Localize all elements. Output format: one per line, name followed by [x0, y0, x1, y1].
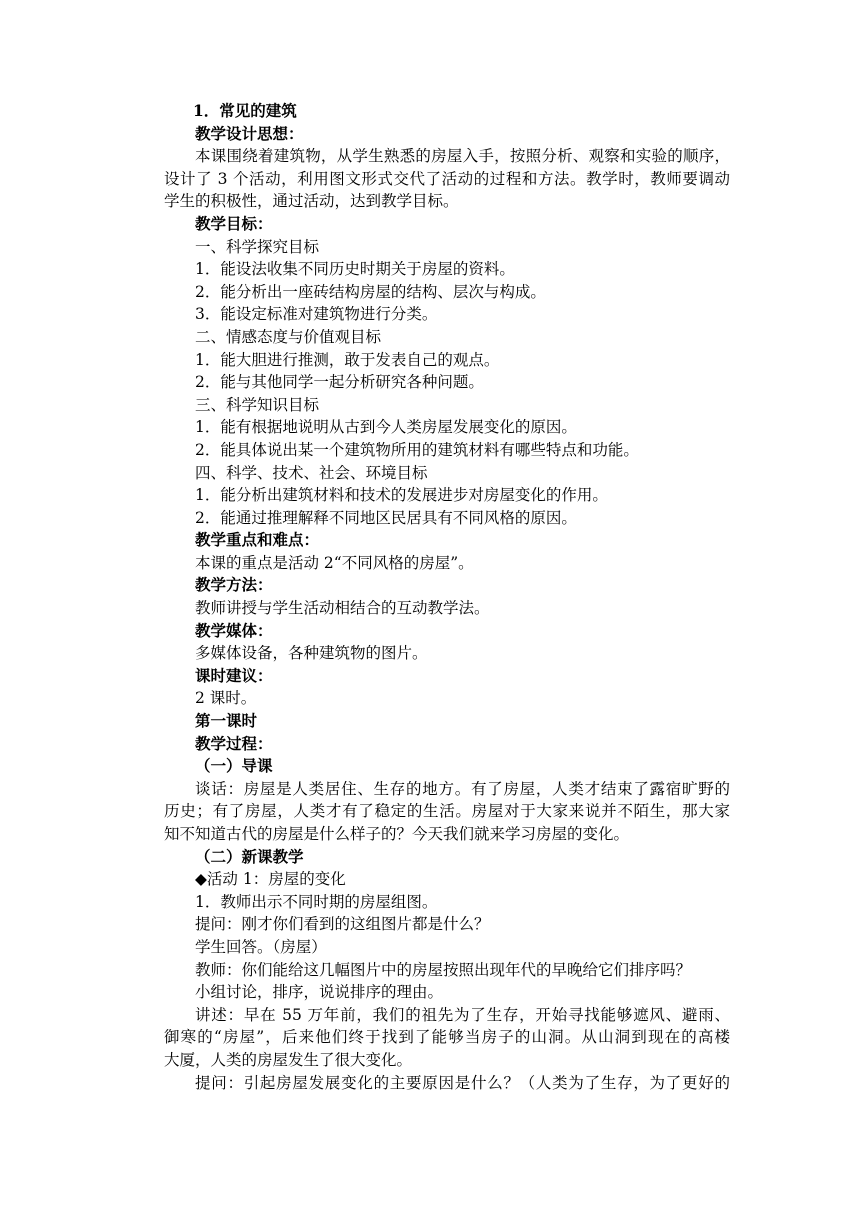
- heading-line: 教学媒体：: [195, 620, 273, 640]
- text-line: 设计了 3 个活动，利用图文形式交代了活动的过程和方法。教学时，教师要调动: [164, 169, 730, 188]
- text-line: 2．能通过推理解释不同地区民居具有不同风格的原因。: [195, 508, 577, 527]
- text-line: 知不知道古代的房屋是什么样子的？今天我们就来学习房屋的变化。: [164, 825, 630, 843]
- text-line: 1．能有根据地说明从古到今人类房屋发展变化的原因。: [195, 418, 577, 437]
- heading-line: 课时建议：: [195, 665, 273, 685]
- text-line: 1．教师出示不同时期的房屋组图。: [195, 892, 438, 911]
- text-line: 本课围绕着建筑物，从学生熟悉的房屋入手，按照分析、观察和实验的顺序，: [195, 147, 730, 166]
- heading-line: 教学过程：: [195, 733, 273, 753]
- text-line: 教师讲授与学生活动相结合的互动教学法。: [195, 599, 490, 618]
- text-line: 1．能设法收集不同历史时期关于房屋的资料。: [195, 260, 515, 279]
- text-line: 小组讨论，排序，说说排序的理由。: [195, 983, 444, 1002]
- text-line: 本课的重点是活动 2“不同风格的房屋”。: [195, 553, 474, 572]
- heading-line: （二）新课教学: [195, 846, 304, 866]
- heading-line: 第一课时: [195, 711, 258, 731]
- text-line: 教师：你们能给这几幅图片中的房屋按照出现年代的早晚给它们排序吗？: [195, 960, 692, 979]
- text-line: 学生的积极性，通过活动，达到教学目标。: [164, 192, 459, 211]
- text-line: 三、科学知识目标: [195, 395, 320, 414]
- heading-line: （一）导课: [195, 756, 273, 776]
- text-line: 提问：引起房屋发展变化的主要原因是什么？（人类为了生存，为了更好的: [195, 1073, 730, 1092]
- heading-line: 教学方法：: [195, 575, 273, 595]
- text-line: 2 课时。: [195, 689, 257, 708]
- text-line: 御寒的“房屋”，后来他们终于找到了能够当房子的山洞。从山洞到现在的高楼: [164, 1028, 730, 1047]
- text-line: 提问：刚才你们看到的这组图片都是什么？: [195, 915, 490, 934]
- text-line: 2．能与其他同学一起分析研究各种问题。: [195, 373, 484, 392]
- text-line: 大厦，人类的房屋发生了很大变化。: [164, 1050, 413, 1069]
- text-line: 二、情感态度与价值观目标: [195, 327, 382, 346]
- text-line: 学生回答。（房屋）: [195, 937, 327, 956]
- text-line: 2．能分析出一座砖结构房屋的结构、层次与构成。: [195, 282, 546, 301]
- heading-line: 1．常见的建筑: [193, 101, 297, 120]
- text-line: 2．能具体说出某一个建筑物所用的建筑材料有哪些特点和功能。: [195, 440, 639, 459]
- text-line: 谈话：房屋是人类居住、生存的地方。有了房屋，人类才结束了露宿旷野的: [195, 779, 730, 798]
- text-line: 四、科学、技术、社会、环境目标: [195, 463, 428, 482]
- heading-line: 教学目标：: [195, 213, 273, 233]
- text-line: ◆活动 1：房屋的变化: [195, 870, 346, 889]
- document-body: [164, 100, 730, 1094]
- text-line: 讲述：早在 55 万年前，我们的祖先为了生存，开始寻找能够遮风、避雨、: [195, 1005, 730, 1024]
- text-line: 1．能分析出建筑材料和技术的发展进步对房屋变化的作用。: [195, 486, 608, 505]
- text-line: 一、科学探究目标: [195, 237, 320, 256]
- heading-line: 教学重点和难点：: [195, 530, 320, 550]
- text-line: 历史；有了房屋，人类才有了稳定的生活。房屋对于大家来说并不陌生，那大家: [164, 802, 730, 821]
- heading-line: 教学设计思想：: [195, 123, 304, 143]
- text-line: 多媒体设备，各种建筑物的图片。: [195, 644, 428, 663]
- text-line: 1．能大胆进行推测，敢于发表自己的观点。: [195, 350, 500, 369]
- text-line: 3．能设定标准对建筑物进行分类。: [195, 305, 438, 324]
